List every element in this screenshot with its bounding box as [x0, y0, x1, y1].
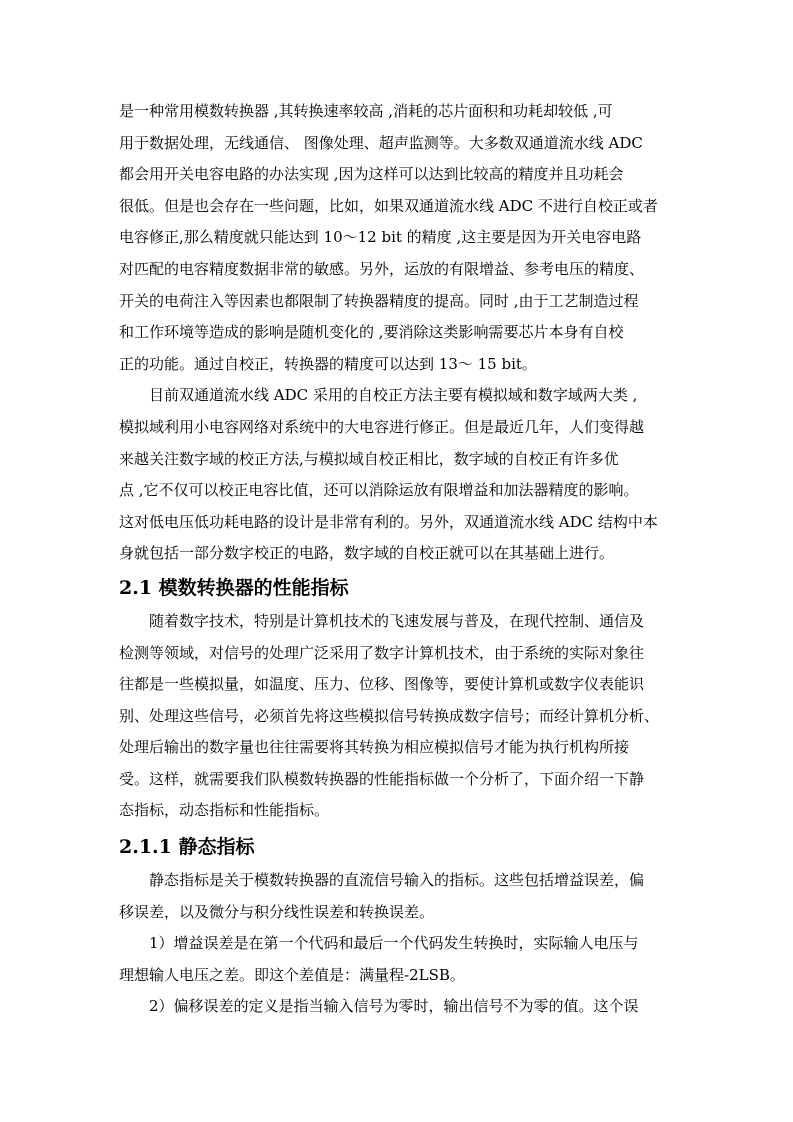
list-item-gain-error [119, 928, 671, 991]
text-line: 用于数据处理，无线通信、 图像处理、超声监测等。大多数双通道流水线 ADC [119, 133, 643, 152]
text-line: 正的功能。通过自校正，转换器的精度可以达到 13～ 15 bit。 [119, 354, 537, 373]
paragraph-adc-intro [119, 96, 671, 380]
text-line: 静态指标是关于模数转换器的直流信号输入的指标。这些包括增益误差，偏 [149, 871, 645, 890]
text-line: 模拟域利用小电容网络对系统中的大电容进行修正。但是最近几年，人们变得越 [119, 417, 645, 436]
text-line: 开关的电荷注入等因素也都限制了转换器精度的提高。同时 ,由于工艺制造过程 [119, 291, 639, 310]
text-line: 都会用开关电容电路的办法实现 ,因为这样可以达到比较高的精度并且功耗会 [119, 165, 624, 184]
paragraph-performance-overview [119, 606, 671, 827]
section-heading-2-1: 2.1 模数转换器的性能指标 [119, 576, 349, 599]
text-line: 来越关注数字域的校正方法,与模拟域自校正相比，数字域的自校正有许多优 [119, 449, 619, 468]
text-line: 点 ,它不仅可以校正电容比值，还可以消除运放有限增益和加法器精度的影响。 [119, 481, 639, 500]
text-line: 是一种常用模数转换器 ,其转换速率较高 ,消耗的芯片面积和功耗却较低 ,可 [119, 102, 613, 120]
text-line: 处理后输出的数字量也往往需要将其转换为相应模拟信号才能为执行机构所接 [119, 738, 630, 757]
text-line: 电容修正,那么精度就只能达到 10～12 bit 的精度 ,这主要是因为开关电容电路 [119, 228, 642, 247]
text-line: 移误差，以及微分与积分线性误差和转换误差。 [119, 902, 435, 921]
text-line: 检测等领域，对信号的处理广泛采用了数字计算机技术，由于系统的实际对象往 [119, 643, 645, 662]
text-line: 别、处理这些信号，必须首先将这些模拟信号转换成数字信号；而经计算机分析、 [119, 706, 660, 725]
text-line: 往都是一些模拟量，如温度、压力、位移、图像等，要使计算机或数字仪表能识 [119, 675, 645, 694]
text-line: 对匹配的电容精度数据非常的敏感。另外，运放的有限增益、参考电压的精度、 [119, 259, 645, 278]
text-line: 受。这样，就需要我们队模数转换器的性能指标做一个分析了，下面介绍一下静 [119, 769, 645, 788]
paragraph-static-specs-intro [119, 865, 671, 928]
text-line: 这对低电压低功耗电路的设计是非常有利的。另外，双通道流水线 ADC 结构中本 [119, 512, 658, 531]
text-line: 身就包括一部分数字校正的电路，数字域的自校正就可以在其基础上进行。 [119, 544, 615, 563]
paragraph-calibration-methods [119, 380, 671, 570]
text-line: 态指标，动态指标和性能指标。 [119, 801, 330, 820]
text-line: 很低。但是也会存在一些问题，比如，如果双通道流水线 ADC 不进行自校正或者 [119, 196, 658, 215]
text-line: 随着数字技术，特别是计算机技术的飞速发展与普及，在现代控制、通信及 [149, 611, 645, 630]
section-heading-2-1-1: 2.1.1 静态指标 [119, 836, 255, 859]
text-line: 和工作环境等造成的影响是随机变化的 ,要消除这类影响需要芯片本身有自校 [119, 323, 624, 342]
text-line: 1）增益误差是在第一个代码和最后一个代码发生转换时，实际输人电压与 [149, 934, 639, 953]
text-line: 理想输人电压之差。即这个差值是：满量程-2LSB。 [119, 965, 465, 984]
text-line: 目前双通道流水线 ADC 采用的自校正方法主要有模拟域和数字域两大类 , [149, 386, 638, 405]
list-item-offset-error [119, 991, 671, 1023]
text-line: 2）偏移误差的定义是指当输入信号为零时，输出信号不为零的值。这个误 [149, 997, 639, 1016]
page-body [119, 96, 671, 1023]
